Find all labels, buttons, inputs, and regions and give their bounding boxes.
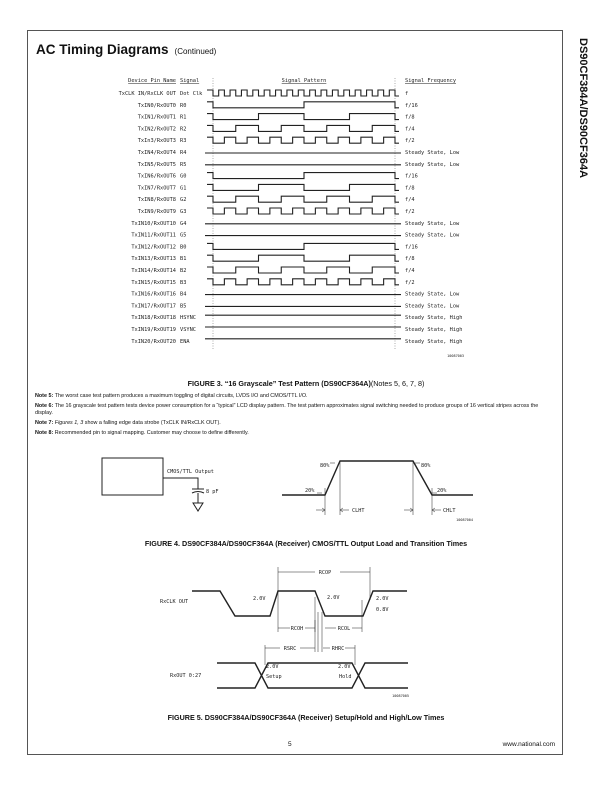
signal-frequency: f/2 <box>405 279 415 286</box>
pin-name: TxIN5/RxOUT5 <box>137 161 176 168</box>
pin-name: TxIN20/RxOUT20 <box>131 338 176 345</box>
figure4-diagram <box>0 440 612 530</box>
fall-20-label: 20% <box>437 488 447 494</box>
signal-row <box>138 114 415 121</box>
figure5-diagram <box>0 560 612 705</box>
rcoh-label: RCOH <box>290 626 304 632</box>
rise-20-label: 20% <box>305 488 315 494</box>
note-label: Note 5: <box>35 393 54 399</box>
note-label: Note 7: <box>35 420 54 426</box>
output-label: CMOS/TTL Output <box>167 469 214 475</box>
capacitor-icon <box>192 489 204 503</box>
waveform-div <box>207 173 399 179</box>
signal-name: G3 <box>180 209 187 215</box>
signal-frequency: f/16 <box>405 244 418 251</box>
signal-name: R5 <box>180 161 187 168</box>
pin-name: TxIN12/RxOUT12 <box>131 244 176 251</box>
signal-row <box>131 279 414 286</box>
waveform-div <box>207 102 399 108</box>
figure3-caption <box>0 379 612 388</box>
note-figure-ref: Figures 1, 3 <box>54 420 84 426</box>
signal-frequency: f <box>405 91 409 97</box>
signal-frequency: Steady State, Low <box>405 220 460 227</box>
note-6 <box>35 403 555 417</box>
signal-frequency: Steady State, High <box>405 338 463 345</box>
pin-name: TxIN10/RxOUT10 <box>131 220 176 227</box>
signal-row <box>131 303 460 309</box>
signal-row <box>131 315 462 321</box>
waveform-div <box>207 267 399 273</box>
waveform-div <box>207 137 399 143</box>
signal-frequency: f/2 <box>405 138 415 145</box>
signal-frequency: f/8 <box>405 185 415 192</box>
signal-name: ENA <box>180 338 190 345</box>
note-text: show a falling edge data strobe (TxCLK IN/RxCLK OUT). <box>84 420 221 426</box>
pin-name: TxIN4/RxOUT4 <box>137 150 176 156</box>
signal-name: G2 <box>180 197 187 204</box>
ground-icon <box>193 503 203 511</box>
pin-name: TxIN8/RxOUT8 <box>137 197 176 204</box>
waveform-div <box>207 184 399 190</box>
signal-row <box>131 233 460 239</box>
signal-name: B1 <box>180 256 187 263</box>
note-label: Note 8: <box>35 430 54 436</box>
pin-name: TxIN11/RxOUT11 <box>131 232 176 239</box>
footer-url[interactable]: www.national.com <box>502 741 555 748</box>
note-8 <box>35 430 555 437</box>
pin-name: TxIN9/RxOUT9 <box>137 209 176 215</box>
signal-frequency: Steady State, Low <box>405 161 460 168</box>
waveform-clock <box>207 90 399 96</box>
signal-name: B0 <box>180 244 187 251</box>
caption-text: FIGURE 3. “16 Grayscale” Test Pattern (DS90CF364A) <box>187 379 371 388</box>
rise-80-label: 80% <box>320 463 330 469</box>
title-text: AC Timing Diagrams <box>36 42 169 57</box>
waveform-div <box>207 279 399 285</box>
signal-row <box>138 162 460 168</box>
waveform-div <box>207 125 399 131</box>
signal-frequency: f/8 <box>405 256 415 263</box>
signal-frequency: f/8 <box>405 114 415 121</box>
signal-name: R0 <box>180 102 187 109</box>
page-number: 5 <box>288 741 292 748</box>
signal-frequency: Steady State, Low <box>405 232 460 239</box>
v08-label: 0.8V <box>376 607 389 613</box>
signal-name: HSYNC <box>180 315 196 322</box>
output-device-box <box>102 458 163 495</box>
pin-name: TxIN18/RxOUT18 <box>131 315 176 322</box>
note-7 <box>35 420 555 427</box>
signal-name: Dot Clk <box>180 91 203 97</box>
setup-label: Setup <box>266 674 282 680</box>
signal-row <box>131 339 462 345</box>
pin-name: TxIN16/RxOUT16 <box>131 291 176 298</box>
signal-row <box>138 196 415 203</box>
signal-name: R1 <box>180 114 187 121</box>
rsrc-label: RSRC <box>283 646 297 652</box>
continued-label: (Continued) <box>174 47 217 56</box>
signal-row <box>131 243 417 250</box>
pin-name: TxIn3/RxOUT3 <box>137 138 176 145</box>
v20-label-3: 2.0V <box>376 596 389 602</box>
note-label: Note 6: <box>35 403 54 409</box>
signal-row <box>131 327 462 333</box>
pin-name: TxIN7/RxOUT7 <box>137 185 176 192</box>
waveform-div <box>207 196 399 202</box>
signal-frequency: f/2 <box>405 209 415 215</box>
v20-label-2: 2.0V <box>327 595 340 601</box>
signal-row <box>138 208 415 215</box>
caption-notes-ref: (Notes 5, 6, 7, 8) <box>370 379 425 388</box>
signal-frequency: Steady State, Low <box>405 150 460 156</box>
signal-name: R3 <box>180 138 187 145</box>
signal-name: B2 <box>180 268 187 274</box>
signal-name: B4 <box>180 291 187 298</box>
col-header-pattern: Signal Pattern <box>281 78 327 84</box>
hold-v20-label: 2.0V <box>338 664 351 670</box>
signal-frequency: Steady State, Low <box>405 303 460 310</box>
side-label-text: DS90CF384A/DS90CF364A <box>577 38 589 179</box>
waveform-div <box>207 243 399 249</box>
setup-v20-label: 2.0V <box>266 664 279 670</box>
signal-row <box>138 173 418 180</box>
figure3-drawing-id: 10087003 <box>447 354 464 358</box>
note-text: The 16 grayscale test pattern tests device power consumption for a “typical” LCD display pattern. The test pattern approximates signal switching needed to produce groups of 16 vertical stripes across the display. <box>35 403 539 416</box>
output-wire <box>163 478 198 489</box>
cap-label: 8 pF <box>206 489 219 495</box>
waveform-div <box>207 208 399 214</box>
chlt-label: CHLT <box>443 508 456 514</box>
col-header-freq: Signal Frequency <box>405 78 457 84</box>
rhrc-label: RHRC <box>331 646 345 652</box>
pin-name: TxIN0/RxOUT0 <box>137 102 176 109</box>
signal-name: R4 <box>180 150 187 156</box>
pin-name: TxCLK IN/RxCLK OUT <box>118 91 176 97</box>
figure5-drawing-id: 10087005 <box>392 694 409 698</box>
rcop-label: RCOP <box>318 570 332 576</box>
note-5 <box>35 393 555 400</box>
rxout-label: RxOUT 0:27 <box>170 673 202 679</box>
figure4-caption: FIGURE 4. DS90CF384A/DS90CF364A (Receiver) CMOS/TTL Output Load and Transition Times <box>144 539 468 548</box>
signal-name: G4 <box>180 220 187 227</box>
signal-name: G1 <box>180 185 187 192</box>
signal-name: R2 <box>180 126 187 133</box>
notes-section <box>35 393 555 440</box>
pin-name: TxIN17/RxOUT17 <box>131 303 176 310</box>
pin-name: TxIN6/RxOUT6 <box>137 173 176 180</box>
pin-name: TxIN15/RxOUT15 <box>131 279 176 286</box>
hold-label: Hold <box>339 674 352 680</box>
signal-row <box>138 137 415 144</box>
clht-label: CLHT <box>352 508 365 514</box>
signal-row <box>138 150 460 156</box>
col-header-pin: Device Pin Name <box>128 78 176 84</box>
rxout-waveform <box>217 663 408 688</box>
note-text: Recommended pin to signal mapping. Customer may choose to define differently. <box>54 430 249 436</box>
rxclk-label: RxCLK OUT <box>160 599 189 605</box>
signal-frequency: f/16 <box>405 102 418 109</box>
note-text: The worst case test pattern produces a maximum toggling of digital circuits, LVDS I/O and CMOS/TTL I/O. <box>54 393 308 399</box>
pin-name: TxIN2/RxOUT2 <box>137 126 176 133</box>
signal-frequency: f/4 <box>405 268 415 274</box>
signal-frequency: Steady State, High <box>405 315 463 322</box>
pin-name: TxIN13/RxOUT13 <box>131 256 176 263</box>
signal-row <box>138 125 415 132</box>
rcol-label: RCOL <box>337 626 351 632</box>
signal-frequency: Steady State, High <box>405 327 463 333</box>
signal-name: G5 <box>180 232 187 239</box>
figure4-drawing-id: 10087004 <box>456 518 473 522</box>
signal-row <box>138 184 415 191</box>
figure5-caption: FIGURE 5. DS90CF384A/DS90CF364A (Receiver) Setup/Hold and High/Low Times <box>167 713 445 722</box>
signal-frequency: f/4 <box>405 197 415 204</box>
col-header-signal: Signal <box>180 78 200 84</box>
signal-row <box>131 221 460 227</box>
signal-row <box>131 267 414 274</box>
signal-row <box>119 90 409 97</box>
pin-name: TxIN14/RxOUT14 <box>131 268 176 274</box>
signal-row <box>138 102 418 109</box>
pin-name: TxIN19/RxOUT19 <box>131 327 176 333</box>
signal-name: G0 <box>180 173 187 180</box>
signal-name: VSYNC <box>180 327 196 333</box>
signal-row <box>131 255 414 262</box>
waveform-div <box>207 255 399 261</box>
figure3-timing-diagram <box>0 0 612 380</box>
signal-row <box>131 292 460 298</box>
rxclk-waveform <box>192 591 407 616</box>
measure-lines <box>316 461 441 515</box>
fall-80-label: 80% <box>421 463 431 469</box>
v20-label-1: 2.0V <box>253 596 266 602</box>
pin-name: TxIN1/RxOUT1 <box>137 114 176 121</box>
signal-name: B5 <box>180 303 187 310</box>
signal-frequency: f/4 <box>405 126 415 133</box>
waveform-div <box>207 114 399 120</box>
signal-frequency: f/16 <box>405 173 418 180</box>
signal-frequency: Steady State, Low <box>405 291 460 298</box>
signal-name: B3 <box>180 279 187 286</box>
